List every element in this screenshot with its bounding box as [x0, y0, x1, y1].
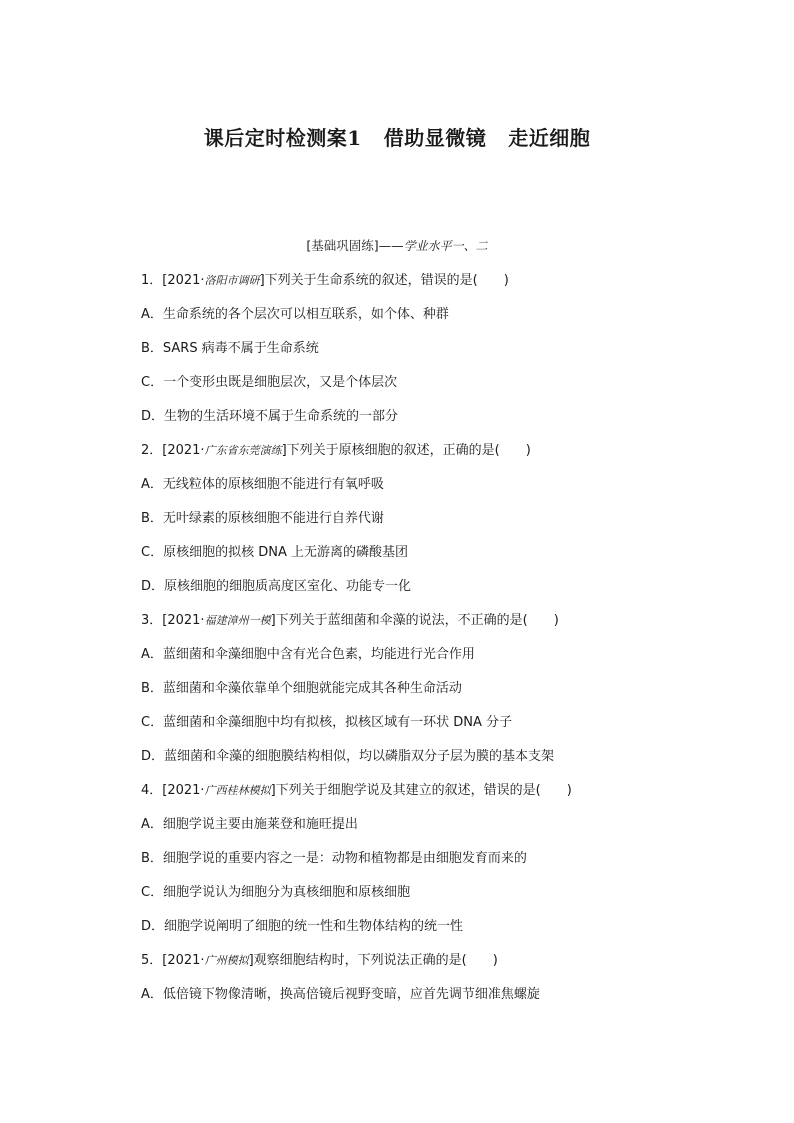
option-c: C．原核细胞的拟核 DNA 上无游离的磷酸基团 [141, 545, 408, 560]
option-d: D．原核细胞的细胞质高度区室化、功能专一化 [141, 579, 412, 594]
option-a: A．蓝细菌和伞藻细胞中含有光合色素，均能进行光合作用 [141, 647, 475, 662]
option-a: A．生命系统的各个层次可以相互联系，如个体、种群 [141, 307, 449, 322]
option-a: A．无线粒体的原核细胞不能进行有氧呼吸 [141, 477, 384, 492]
option-d: D．细胞学说阐明了细胞的统一性和生物体结构的统一性 [141, 919, 464, 934]
title-part-3: 走近细胞 [508, 126, 591, 150]
title-part-1: 课后定时检测案1 [203, 126, 362, 150]
option-c: C．一个变形虫既是细胞层次，又是个体层次 [141, 375, 398, 390]
option-b: B．蓝细菌和伞藻依靠单个细胞就能完成其各种生命活动 [141, 681, 462, 696]
option-a: A．低倍镜下物像清晰，换高倍镜后视野变暗，应首先调节细准焦螺旋 [141, 987, 540, 1002]
option-b: B．无叶绿素的原核细胞不能进行自养代谢 [141, 511, 384, 526]
option-c: C．细胞学说认为细胞分为真核细胞和原核细胞 [141, 885, 411, 900]
option-d: D．生物的生活环境不属于生命系统的一部分 [141, 409, 399, 424]
question-list [141, 264, 741, 1012]
question-stem: 3．[2021·福建漳州一模]下列关于蓝细菌和伞藻的说法，不正确的是( ) [141, 613, 559, 628]
question-stem: 5．[2021·广州模拟]观察细胞结构时，下列说法正确的是( ) [141, 953, 498, 968]
option-c: C．蓝细菌和伞藻细胞中均有拟核，拟核区域有一环状 DNA 分子 [141, 715, 512, 730]
section-sub: 学业水平一、二 [403, 239, 488, 253]
question-stem: 4．[2021·广西桂林模拟]下列关于细胞学说及其建立的叙述，错误的是( ) [141, 783, 572, 798]
option-b: B．SARS 病毒不属于生命系统 [141, 341, 319, 356]
option-a: A．细胞学说主要由施莱登和施旺提出 [141, 817, 358, 832]
section-label: [基础巩固练]—— [306, 238, 404, 253]
section-heading [0, 236, 794, 254]
option-d: D．蓝细菌和伞藻的细胞膜结构相似，均以磷脂双分子层为膜的基本支架 [141, 749, 555, 764]
option-b: B．细胞学说的重要内容之一是：动物和植物都是由细胞发育而来的 [141, 851, 527, 866]
question-stem: 1．[2021·洛阳市调研]下列关于生命系统的叙述，错误的是( ) [141, 273, 509, 288]
question-stem: 2．[2021·广东省东莞演练]下列关于原核细胞的叙述，正确的是( ) [141, 443, 531, 458]
page-title [0, 122, 794, 151]
title-part-2: 借助显微镜 [383, 126, 487, 150]
